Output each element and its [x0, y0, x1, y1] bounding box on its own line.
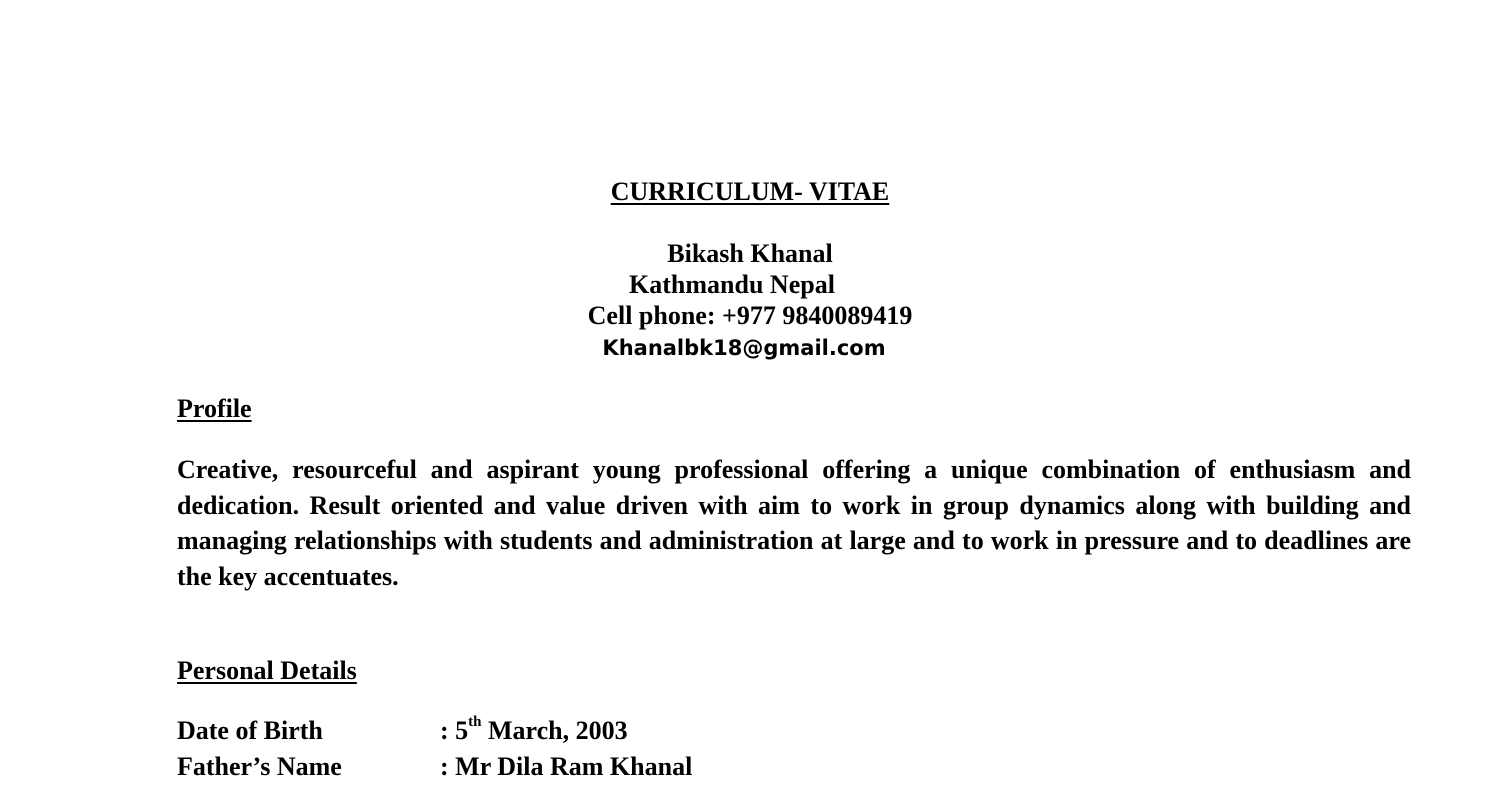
detail-value — [440, 715, 628, 747]
contact-address — [0, 269, 1500, 300]
contact-email-text: Khanalbk18@gmail.com — [602, 336, 886, 360]
profile-heading — [177, 393, 252, 425]
personal-details-heading-text: Personal Details — [177, 656, 357, 685]
detail-value-prefix: : 5 — [440, 716, 469, 745]
contact-email — [0, 333, 1500, 363]
contact-phone — [0, 300, 1500, 331]
detail-label: Date of Birth — [177, 716, 323, 745]
detail-value-text: March, 2003 — [481, 716, 628, 745]
detail-label: Father’s Name — [177, 752, 342, 781]
detail-row-fathers-name — [177, 751, 692, 783]
contact-address-text: Kathmandu Nepal — [629, 270, 835, 299]
personal-details-heading — [177, 655, 357, 687]
profile-heading-text: Profile — [177, 394, 252, 423]
detail-row-date-of-birth — [177, 715, 628, 747]
contact-phone-text: Cell phone: +977 9840089419 — [587, 301, 913, 330]
contact-name-text: Bikash Khanal — [667, 239, 833, 268]
detail-value-superscript: th — [468, 714, 482, 730]
profile-paragraph: Creative, resourceful and aspirant young professional offering a unique combination of enthusiasm and dedication. Result oriented and value driven with aim to work in group dynamics along with building and managing relationships with students and administration at large and to work in pressure and to deadlines are the key accentuates. — [177, 455, 1411, 591]
detail-value: : Mr Dila Ram Khanal — [440, 752, 693, 781]
document-title-text: CURRICULUM- VITAE — [610, 177, 890, 206]
contact-name — [0, 238, 1500, 269]
document-title — [0, 176, 1500, 208]
